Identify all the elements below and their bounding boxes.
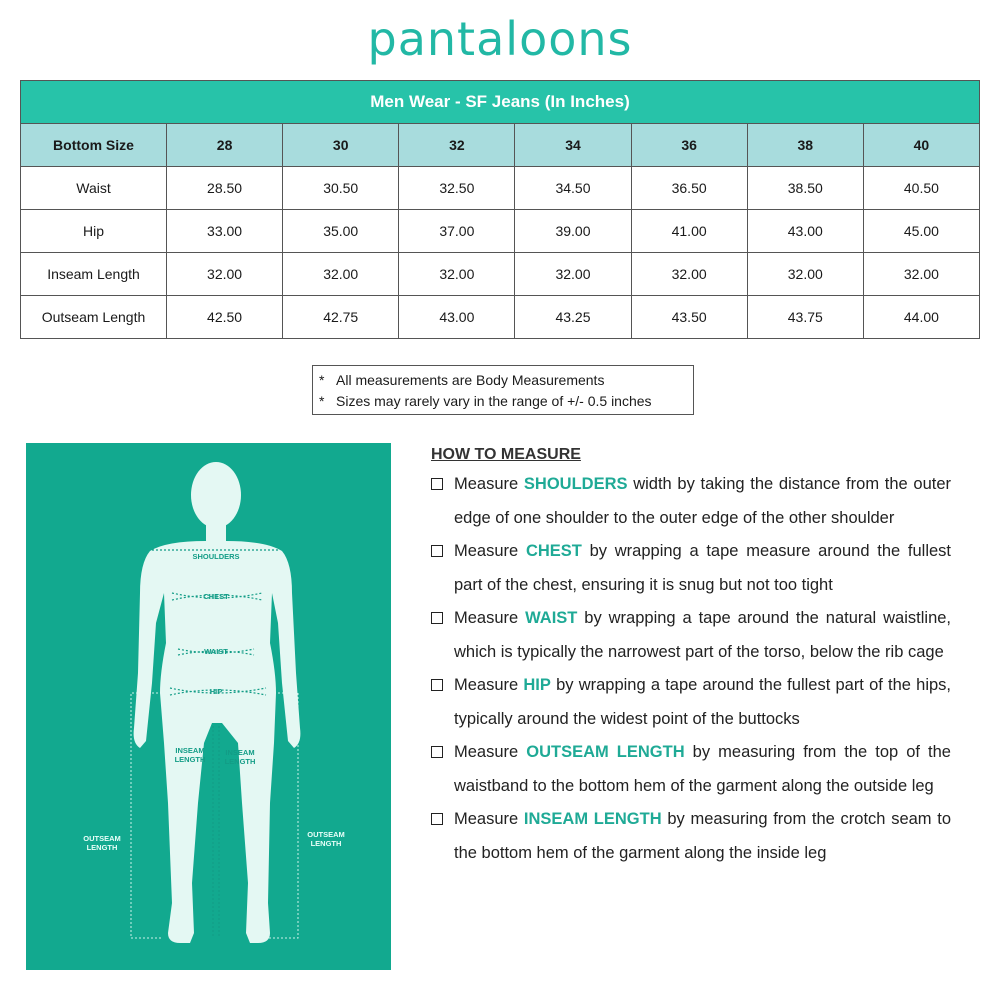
size-chart-title: Men Wear - SF Jeans (In Inches) [21,81,980,124]
measure-instruction: Measure OUTSEAM LENGTH by measuring from the top of the waistband to the bottom hem of the garment along the outside leg [454,743,951,795]
measure-instruction: Measure CHEST by wrapping a tape measure around the fullest part of the chest, ensuring it is snug but not too tight [454,542,952,594]
shoulders-label: SHOULDERS [192,552,240,561]
table-cell: 38.50 [747,167,863,210]
table-row [21,167,980,210]
outseam-label: OUTSEAM [83,834,121,843]
table-cell: 43.50 [631,296,747,339]
table-cell: 40.50 [863,167,979,210]
measure-instruction: Measure INSEAM LENGTH by measuring from the crotch seam to the bottom hem of the garment along the inside leg [454,810,952,862]
measure-instruction: Measure SHOULDERS width by taking the distance from the outer edge of one shoulder to the outer edge of the other shoulder [454,475,952,527]
size-chart-table [20,80,980,339]
table-cell: 32.00 [399,253,515,296]
header-label: Bottom Size [21,124,167,167]
chest-label: CHEST [203,592,229,601]
row-label: Outseam Length [21,296,167,339]
checkbox-icon [431,736,454,803]
table-cell: 34.50 [515,167,631,210]
list-item [431,803,951,870]
size-header-cell: 34 [515,124,631,167]
outseam-label: LENGTH [310,839,342,848]
table-cell: 32.50 [399,167,515,210]
inseam-label: INSEAM [225,748,255,757]
measure-keyword: CHEST [525,542,582,560]
checkbox-icon [431,468,454,535]
note-line [319,370,687,391]
note-line [319,391,687,412]
list-item [431,736,951,803]
table-cell: 28.50 [167,167,283,210]
row-label: Inseam Length [21,253,167,296]
table-cell: 32.00 [515,253,631,296]
table-cell: 33.00 [167,210,283,253]
list-item [431,535,951,602]
table-cell: 32.00 [167,253,283,296]
table-cell: 43.00 [399,296,515,339]
checkbox-icon [431,803,454,870]
measure-list [431,468,951,870]
table-row [21,210,980,253]
inseam-label: LENGTH [174,755,206,764]
table-cell: 43.00 [747,210,863,253]
measure-keyword: HIP [523,676,551,694]
note-text: All measurements are Body Measurements [336,372,605,388]
outseam-label: LENGTH [86,843,118,852]
how-to-title: HOW TO MEASURE [431,446,581,463]
measure-instruction: Measure WAIST by wrapping a tape around the natural waistline, which is typically the narrowest part of the torso, below the rib cage [454,609,952,661]
size-header-cell: 28 [167,124,283,167]
measure-keyword: WAIST [525,609,578,627]
note-marker: * [319,393,325,409]
size-header-cell: 38 [747,124,863,167]
measurement-figure [26,443,391,970]
list-item [431,669,951,736]
table-cell: 30.50 [283,167,399,210]
outseam-label: OUTSEAM [307,830,345,839]
table-cell: 43.75 [747,296,863,339]
measure-keyword: SHOULDERS [523,475,628,493]
measure-instruction: Measure HIP by wrapping a tape around the fullest part of the hips, typically around the widest point of the buttocks [454,676,951,728]
size-header-cell: 30 [283,124,399,167]
notes-box [312,365,694,415]
note-marker: * [319,372,325,388]
table-cell: 45.00 [863,210,979,253]
waist-label: WAIST [204,647,228,656]
table-cell: 32.00 [283,253,399,296]
list-item [431,468,951,535]
table-cell: 36.50 [631,167,747,210]
body-silhouette-icon [134,462,301,943]
how-to-measure-section [431,446,951,870]
table-cell: 32.00 [863,253,979,296]
inseam-label: LENGTH [224,757,256,766]
table-cell: 44.00 [863,296,979,339]
size-header-row [21,124,980,167]
table-cell: 41.00 [631,210,747,253]
measure-keyword: OUTSEAM LENGTH [526,743,685,761]
table-cell: 42.50 [167,296,283,339]
row-label: Waist [21,167,167,210]
note-text: Sizes may rarely vary in the range of +/- 0.5 inches [336,393,652,409]
size-header-cell: 40 [863,124,979,167]
table-cell: 43.25 [515,296,631,339]
table-cell: 42.75 [283,296,399,339]
hip-label: HIP [209,687,223,696]
table-cell: 32.00 [747,253,863,296]
measure-keyword: INSEAM LENGTH [523,810,662,828]
checkbox-icon [431,669,454,736]
checkbox-icon [431,535,454,602]
list-item [431,602,951,669]
table-row [21,253,980,296]
table-row [21,296,980,339]
size-header-cell: 36 [631,124,747,167]
table-cell: 37.00 [399,210,515,253]
brand-logo: pantaloons [367,12,633,66]
table-cell: 35.00 [283,210,399,253]
row-label: Hip [21,210,167,253]
inseam-label: INSEAM [175,746,205,755]
checkbox-icon [431,602,454,669]
table-cell: 39.00 [515,210,631,253]
size-header-cell: 32 [399,124,515,167]
table-cell: 32.00 [631,253,747,296]
